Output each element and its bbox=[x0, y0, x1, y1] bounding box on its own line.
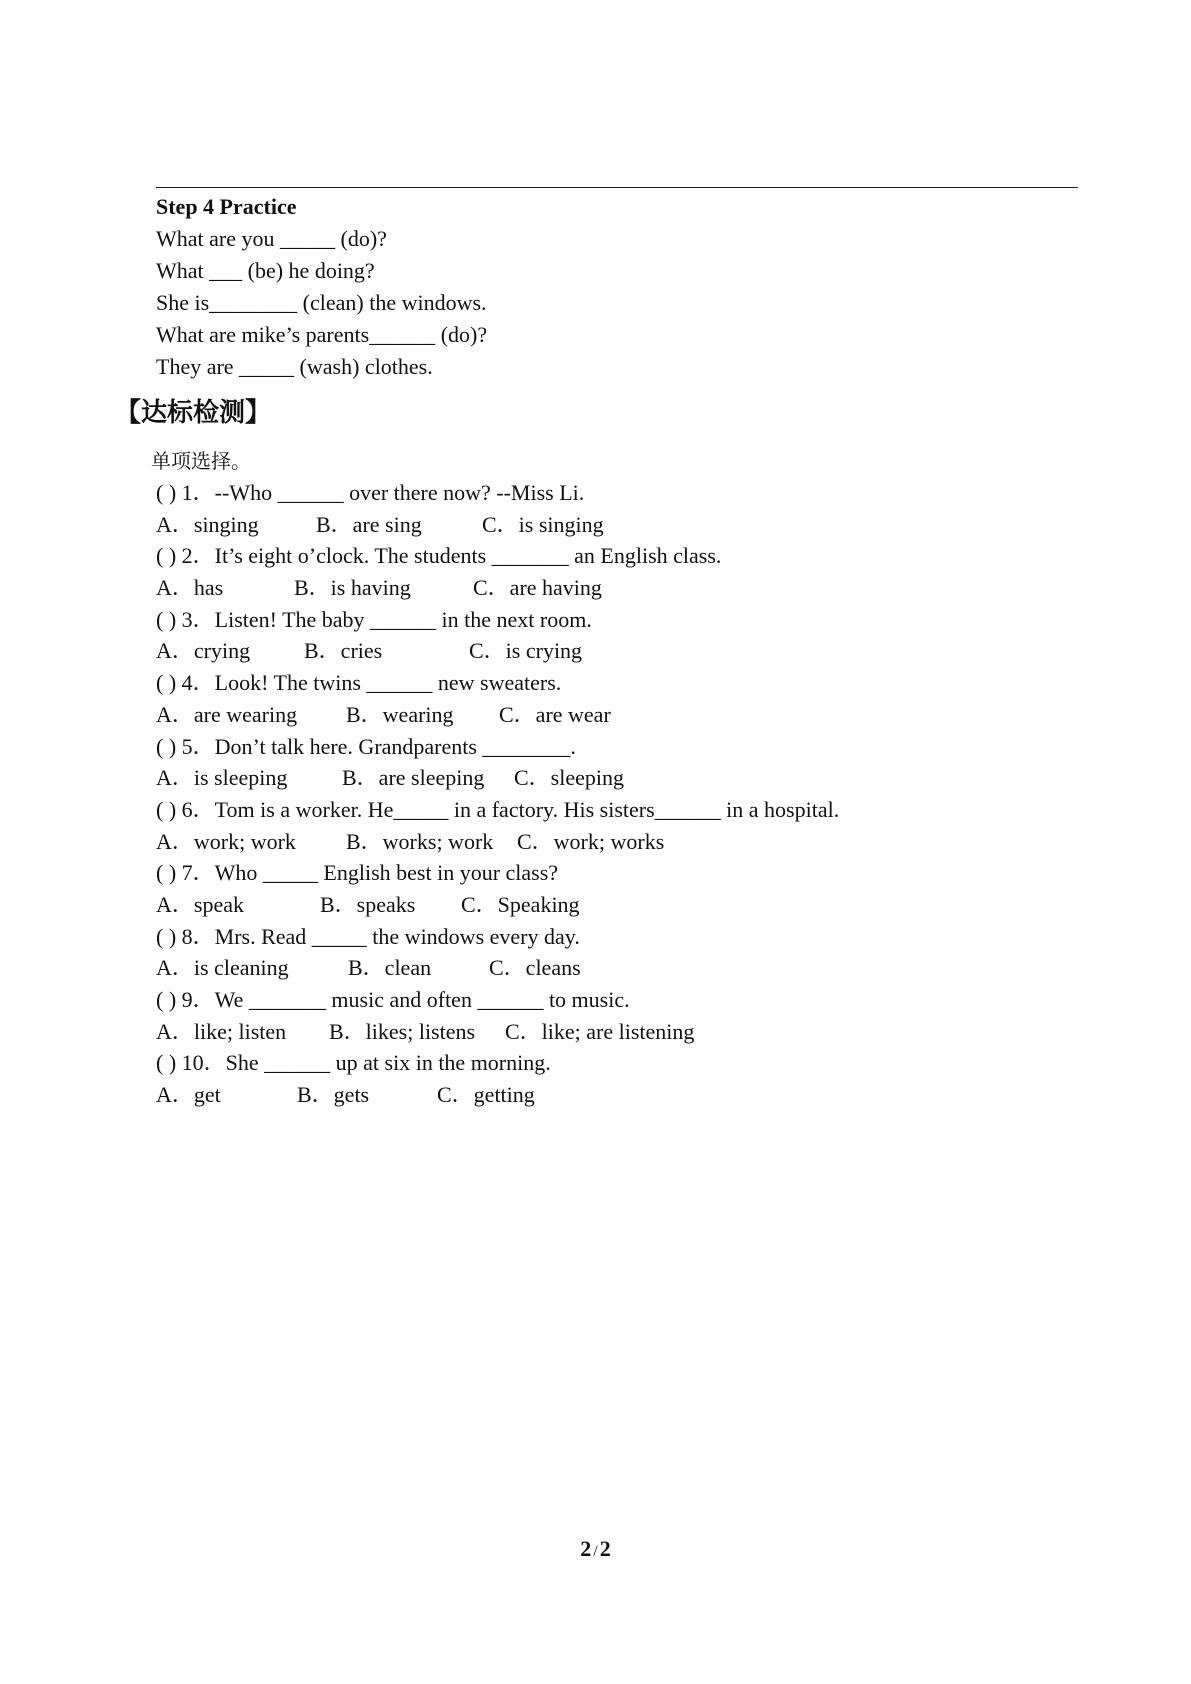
answer-options bbox=[151, 572, 1081, 604]
option-c: C．is singing bbox=[482, 511, 604, 537]
option-a: A．work; work bbox=[156, 828, 296, 854]
step-title: Step 4 Practice bbox=[156, 194, 297, 219]
option-b: B．clean bbox=[348, 955, 432, 981]
option-c: C．like; are listening bbox=[505, 1018, 695, 1044]
page-number bbox=[0, 1534, 1191, 1567]
answer-options bbox=[151, 889, 1081, 921]
quiz-instruction: 单项选择。 bbox=[151, 449, 251, 473]
question-stem: ( ) 10．She ______ up at six in the morning. bbox=[156, 1050, 551, 1076]
practice-line: What are mike’s parents______ (do)? bbox=[156, 322, 488, 347]
option-a: A．singing bbox=[156, 511, 259, 537]
question-stem: ( ) 5．Don’t talk here. Grandparents ________. bbox=[156, 733, 576, 759]
page-total: 2 bbox=[599, 1536, 611, 1561]
question-stem: ( ) 4．Look! The twins ______ new sweaters. bbox=[156, 670, 562, 696]
question-stem: ( ) 8．Mrs. Read _____ the windows every day. bbox=[156, 923, 580, 949]
practice-line: What are you _____ (do)? bbox=[156, 226, 387, 251]
question-stem: ( ) 2．It’s eight o’clock. The students _______ an English class. bbox=[156, 543, 722, 569]
page-separator: / bbox=[593, 1543, 598, 1560]
question-stem: ( ) 9．We _______ music and often ______ to music. bbox=[156, 987, 630, 1012]
answer-options bbox=[151, 762, 1081, 794]
option-a: A．is sleeping bbox=[156, 765, 288, 791]
option-b: B．cries bbox=[304, 638, 383, 664]
option-a: A．like; listen bbox=[156, 1018, 287, 1044]
option-a: A．are wearing bbox=[156, 701, 298, 727]
option-a: A．has bbox=[156, 575, 224, 601]
option-a: A．get bbox=[156, 1082, 221, 1108]
quiz-section bbox=[151, 445, 1081, 1111]
option-b: B．works; work bbox=[346, 828, 494, 854]
answer-options bbox=[151, 1016, 1081, 1048]
option-b: B．gets bbox=[297, 1082, 370, 1108]
option-b: B．likes; listens bbox=[329, 1018, 476, 1044]
option-c: C．cleans bbox=[489, 955, 581, 981]
question-stem: ( ) 7．Who _____ English best in your class? bbox=[156, 860, 559, 886]
option-b: B．speaks bbox=[320, 891, 416, 917]
header-rule bbox=[156, 187, 1078, 188]
practice-section bbox=[156, 191, 1056, 383]
option-a: A．is cleaning bbox=[156, 955, 289, 981]
answer-options bbox=[151, 635, 1081, 667]
practice-line: They are _____ (wash) clothes. bbox=[156, 354, 433, 379]
option-c: C．is crying bbox=[469, 638, 583, 664]
option-c: C．Speaking bbox=[461, 891, 580, 917]
section-heading: 【达标检测】 bbox=[115, 398, 272, 428]
option-c: C．are having bbox=[473, 575, 602, 601]
option-c: C．getting bbox=[437, 1082, 535, 1108]
option-a: A．speak bbox=[156, 891, 244, 917]
question-stem: ( ) 6．Tom is a worker. He_____ in a factory. His sisters______ in a hospital. bbox=[156, 796, 840, 822]
question-list bbox=[151, 477, 1081, 1111]
practice-line: What ___ (be) he doing? bbox=[156, 258, 375, 283]
answer-options bbox=[151, 826, 1081, 858]
question-stem: ( ) 1．--Who ______ over there now? --Miss Li. bbox=[156, 480, 585, 505]
option-c: C．sleeping bbox=[514, 765, 624, 791]
option-b: B．are sleeping bbox=[342, 765, 485, 791]
answer-options bbox=[151, 952, 1081, 984]
answer-options bbox=[151, 699, 1081, 731]
question-stem: ( ) 3．Listen! The baby ______ in the next room. bbox=[156, 606, 592, 632]
option-a: A．crying bbox=[156, 638, 251, 664]
practice-line: She is________ (clean) the windows. bbox=[156, 290, 487, 315]
option-c: C．work; works bbox=[517, 828, 665, 854]
answer-options bbox=[151, 1079, 1081, 1111]
option-b: B．wearing bbox=[346, 701, 454, 727]
option-b: B．are sing bbox=[316, 511, 422, 537]
option-c: C．are wear bbox=[499, 701, 611, 727]
page-current: 2 bbox=[580, 1536, 592, 1561]
option-b: B．is having bbox=[294, 575, 411, 601]
answer-options bbox=[151, 509, 1081, 541]
